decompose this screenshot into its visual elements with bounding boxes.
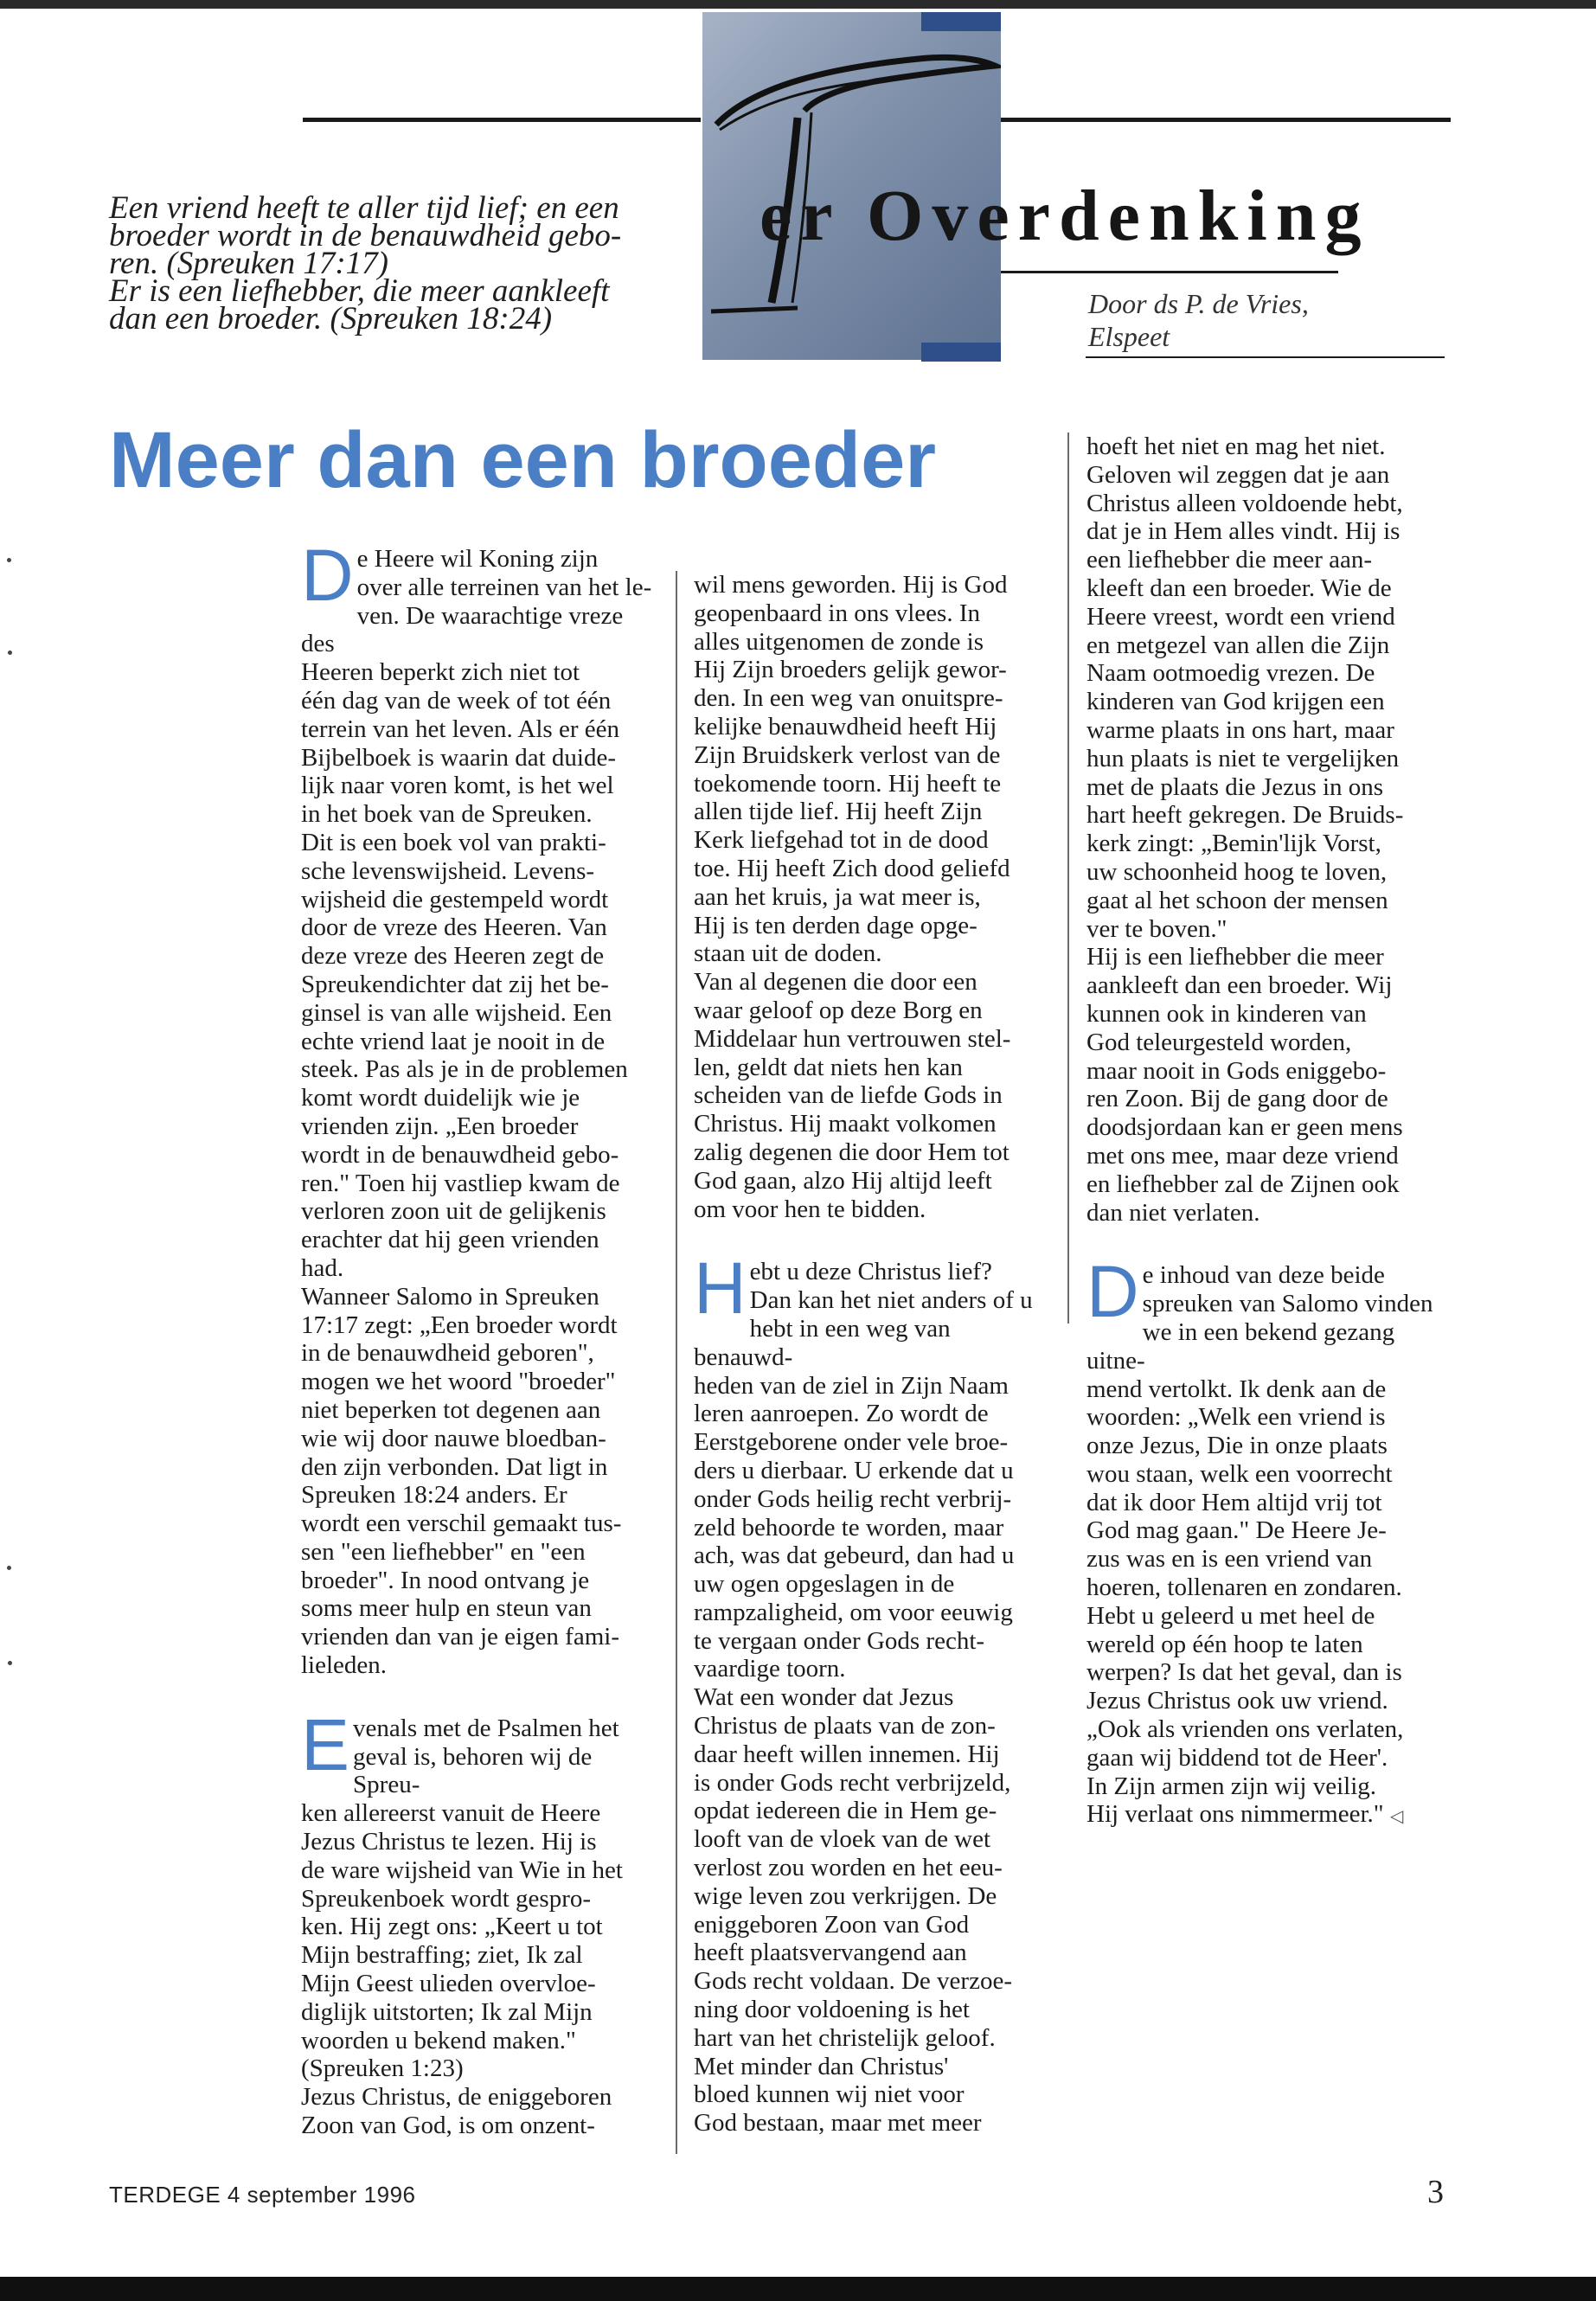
text-line: kleeft dan een broeder. Wie de: [1086, 574, 1392, 602]
text-line: heeft plaatsvervangend aan: [694, 1939, 967, 1967]
text-line: Jezus Christus, de eniggeboren: [301, 2083, 612, 2112]
text-line: Hij is ten derden dage opge-: [694, 911, 977, 939]
text-line: hun plaats is niet te vergelijken: [1086, 744, 1400, 772]
column-divider: [676, 571, 677, 2154]
text-line: door de vreze des Heeren. Van: [301, 913, 607, 942]
page-top-edge: [0, 0, 1596, 9]
text-line: vrienden dan van je eigen fami-: [301, 1623, 619, 1651]
text-line: Kerk liefgehad tot in de dood: [694, 826, 989, 855]
text-line: niet beperken tot degenen aan: [301, 1395, 601, 1424]
text-line: wordt een verschil gemaakt tus-: [301, 1509, 622, 1538]
text-line: ach, was dat gebeurd, dan had u: [694, 1541, 1015, 1570]
text-line: deze vreze des Heeren zegt de: [301, 942, 605, 971]
text-line: dan niet verlaten.: [1086, 1198, 1260, 1227]
text-line: een liefhebber die meer aan-: [1086, 546, 1373, 574]
epigraph: [109, 190, 663, 336]
text-line: lieleden.: [301, 1651, 388, 1680]
text-line: ven. De waarachtige vreze des: [301, 601, 624, 658]
text-line: kerk zingt: „Bemin'lijk Vorst,: [1086, 830, 1381, 858]
text-line: aan het kruis, ja wat meer is,: [694, 882, 981, 911]
text-line: echte vriend laat je nooit in de: [301, 1027, 606, 1055]
section-title: er Overdenking: [760, 176, 1370, 256]
text-line: bloed kunnen wij niet voor: [694, 2080, 965, 2109]
text-line: woorden: „Welk een vriend is: [1086, 1403, 1386, 1432]
text-line: geval is, behoren wij de Spreu-: [353, 1742, 593, 1799]
text-line: toekomende toorn. Hij heeft te: [694, 769, 1002, 798]
text-line: erachter dat hij geen vrienden: [301, 1226, 599, 1254]
drop-cap: D: [301, 535, 354, 616]
text-line: gaat al het schoon der mensen: [1086, 886, 1388, 914]
text-line: Bijbelboek is waarin dat duide-: [301, 743, 617, 772]
text-line: Met minder dan Christus': [694, 2052, 949, 2080]
text-line: wil mens geworden. Hij is God: [694, 571, 1008, 599]
drop-cap: E: [301, 1703, 350, 1785]
text-line: e Heere wil Koning zijn: [356, 545, 599, 573]
text-line: doodsjordaan kan er geen mens: [1086, 1113, 1403, 1142]
text-line: Hij Zijn broeders gelijk gewor-: [694, 656, 1007, 684]
text-line: looft van de vloek van de wet: [694, 1825, 991, 1854]
text-line: hart van het christelijk geloof.: [694, 2023, 996, 2052]
text-line: Wanneer Salomo in Spreuken: [301, 1282, 599, 1311]
paragraph: [301, 535, 656, 1283]
text-line: sche levenswijsheid. Levens-: [301, 856, 595, 885]
text-line: allen tijde lief. Hij heeft Zijn: [694, 798, 983, 826]
epigraph-line: dan een broeder. (Spreuken 18:24): [109, 301, 553, 336]
text-line: wereld op één hoop te laten: [1086, 1630, 1363, 1658]
text-line: Hij verlaat ons nimmermeer.": [1086, 1800, 1384, 1829]
text-line: steek. Pas als je in de problemen: [301, 1055, 628, 1084]
text-line: hebt in een weg van benauwd-: [694, 1314, 951, 1371]
text-line: is onder Gods recht verbrijzeld,: [694, 1768, 1011, 1797]
text-line: Jezus Christus ook uw vriend.: [1086, 1687, 1388, 1715]
text-line: aankleeft dan een broeder. Wij: [1086, 971, 1393, 1000]
text-line: ken. Hij zegt ons: „Keert u tot: [301, 1913, 603, 1941]
header-box-accent-top: [921, 12, 1001, 31]
paragraph: [1086, 943, 1441, 1227]
text-line: Mijn bestraffing; ziet, Ik zal: [301, 1941, 583, 1970]
article-column-1: [301, 535, 656, 2140]
header-rule-left: [303, 118, 701, 122]
text-line: diglijk uitstorten; Ik zal Mijn: [301, 1997, 593, 2026]
text-line: den. In een weg van onuitspre-: [694, 684, 1003, 713]
text-line: (Spreuken 1:23): [301, 2054, 464, 2083]
text-line: en metgezel van allen die Zijn: [1086, 631, 1390, 659]
drop-cap: D: [1086, 1251, 1139, 1333]
text-line: Christus de plaats van de zon-: [694, 1712, 996, 1740]
text-line: met de plaats die Jezus in ons: [1086, 772, 1384, 801]
text-line: leren aanroepen. Zo wordt de: [694, 1400, 989, 1428]
text-line: Dit is een boek vol van prakti-: [301, 828, 606, 856]
text-line: dat je in Hem alles vindt. Hij is: [1086, 517, 1401, 546]
text-line: waar geloof op deze Borg en: [694, 996, 983, 1024]
text-line: de ware wijsheid van Wie in het: [301, 1856, 623, 1884]
paragraph: [1086, 1251, 1441, 1831]
text-line: kelijke benauwdheid heeft Hij: [694, 712, 997, 740]
header-rule-right: [1001, 118, 1451, 122]
text-line: zus was en is een vriend van: [1086, 1545, 1373, 1574]
text-line: uw ogen opgeslagen in de: [694, 1570, 955, 1599]
text-line: ebt u deze Christus lief?: [749, 1258, 992, 1286]
text-line: om voor hen te bidden.: [694, 1195, 926, 1223]
text-line: daar heeft willen innemen. Hij: [694, 1740, 1000, 1768]
section-title-underline: [1001, 271, 1338, 273]
text-line: alles uitgenomen de zonde is: [694, 627, 984, 656]
text-line: we in een bekend gezang uitne-: [1086, 1317, 1395, 1375]
text-line: werpen? Is dat het geval, dan is: [1086, 1658, 1402, 1687]
text-line: mogen we het woord "broeder": [301, 1368, 616, 1396]
column-divider: [1067, 433, 1069, 1324]
text-line: Christus. Hij maakt volkomen: [694, 1110, 997, 1138]
text-line: Heeren beperkt zich niet tot: [301, 658, 580, 687]
text-line: Spreukenboek wordt gespro-: [301, 1884, 592, 1913]
text-line: God teleurgesteld worden,: [1086, 1028, 1352, 1056]
text-line: hoeren, tollenaren en zondaren.: [1086, 1574, 1402, 1602]
text-line: woorden u bekend maken.": [301, 2026, 576, 2054]
text-line: over alle terreinen van het le-: [356, 573, 652, 601]
paragraph: [301, 2083, 656, 2140]
text-line: vrienden zijn. „Een broeder: [301, 1112, 579, 1140]
text-line: Hij is een liefhebber die meer: [1086, 943, 1384, 971]
paragraph: [301, 1703, 656, 2083]
text-line: God bestaan, maar met meer: [694, 2109, 982, 2138]
text-line: rampzaligheid, om voor eeuwig: [694, 1598, 1013, 1626]
text-line: ders u dierbaar. U erkende dat u: [694, 1456, 1014, 1484]
text-line: Van al degenen die door een: [694, 968, 977, 997]
epigraph-line: Er is een liefhebber, die meer aankleeft: [109, 273, 610, 309]
text-line: en liefhebber zal de Zijnen ook: [1086, 1170, 1400, 1198]
text-line: verlost zou worden en het eeu-: [694, 1854, 1003, 1882]
text-line: Spreuken 18:24 anders. Er: [301, 1481, 567, 1509]
epigraph-line: broeder wordt in de benauwdheid gebo-: [109, 218, 622, 253]
paragraph: [1086, 433, 1441, 943]
end-of-article-icon: ◁: [1389, 1807, 1404, 1827]
text-line: ren Zoon. Bij de gang door de: [1086, 1085, 1388, 1113]
text-line: dat ik door Hem altijd vrij tot: [1086, 1488, 1382, 1516]
text-line: had.: [301, 1253, 344, 1282]
text-line: God gaan, alzo Hij altijd leeft: [694, 1166, 992, 1195]
text-line: Wat een wonder dat Jezus: [694, 1683, 954, 1712]
text-line: Eerstgeborene onder vele broe-: [694, 1428, 1009, 1457]
text-line: Heere vreest, wordt een vriend: [1086, 602, 1395, 631]
text-line: scheiden van de liefde Gods in: [694, 1081, 1003, 1110]
text-line: verloren zoon uit de gelijkenis: [301, 1197, 606, 1226]
text-line: in de benauwdheid geboren",: [301, 1339, 594, 1368]
text-line: te vergaan onder Gods recht-: [694, 1626, 985, 1655]
paragraph: [694, 571, 1048, 968]
text-line: Jezus Christus te lezen. Hij is: [301, 1828, 597, 1856]
text-line: Spreukendichter dat zij het be-: [301, 970, 609, 998]
page-number: 3: [1427, 2174, 1444, 2210]
text-line: eniggeboren Zoon van God: [694, 1910, 970, 1939]
text-line: wou staan, welk een voorrecht: [1086, 1459, 1393, 1488]
text-line: spreuken van Salomo vinden: [1142, 1290, 1433, 1318]
text-line: Christus alleen voldoende hebt,: [1086, 489, 1403, 517]
text-line: onder Gods heilig recht verbrij-: [694, 1484, 1012, 1513]
text-line: ren." Toen hij vastliep kwam de: [301, 1169, 620, 1197]
byline-place: Elspeet: [1088, 321, 1170, 352]
paragraph: [301, 1283, 656, 1680]
text-line: den zijn verbonden. Dat ligt in: [301, 1452, 608, 1481]
text-line: soms meer hulp en steun van: [301, 1594, 592, 1623]
text-line: vaardige toorn.: [694, 1655, 846, 1683]
scan-speck: [7, 558, 11, 562]
article-title: Meer dan een broeder: [109, 416, 937, 504]
header-box-accent-bottom: [921, 343, 1001, 362]
text-line: kunnen ook in kinderen van: [1086, 999, 1367, 1028]
text-line: Zijn Bruidskerk verlost van de: [694, 740, 1001, 769]
text-line: één dag van de week of tot één: [301, 686, 612, 715]
text-line: heden van de ziel in Zijn Naam: [694, 1371, 1009, 1400]
text-line: warme plaats in ons hart, maar: [1086, 715, 1394, 744]
text-line: broeder". In nood ontvang je: [301, 1566, 590, 1594]
text-line: wige leven zou verkrijgen. De: [694, 1881, 997, 1910]
text-line: Geloven wil zeggen dat je aan: [1086, 460, 1390, 489]
text-line: in het boek van de Spreuken.: [301, 800, 593, 829]
text-line: staan uit de doden.: [694, 939, 882, 968]
epigraph-line: Een vriend heeft te aller tijd lief; en een: [109, 190, 619, 226]
text-line: ken allereerst vanuit de Heere: [301, 1799, 601, 1828]
text-line: mend vertolkt. Ik denk aan de: [1086, 1375, 1387, 1403]
text-line: wijsheid die gestempeld wordt: [301, 885, 609, 913]
text-line: met ons mee, maar deze vriend: [1086, 1141, 1399, 1170]
text-line: uw schoonheid hoog te loven,: [1086, 857, 1388, 886]
text-line: venals met de Psalmen het: [353, 1714, 619, 1742]
text-line: sen "een liefhebber" en "een: [301, 1537, 586, 1566]
text-line: „Ook als vrienden ons verlaten,: [1086, 1715, 1404, 1744]
article-column-2: [694, 571, 1048, 2138]
text-line: zeld behoorde te worden, maar: [694, 1513, 1004, 1541]
text-line: God mag gaan." De Heere Je-: [1086, 1516, 1387, 1545]
text-line: ginsel is van alle wijsheid. Een: [301, 998, 612, 1027]
text-line: geopenbaard in ons vlees. In: [694, 599, 980, 627]
article-column-3: [1086, 433, 1441, 1831]
byline: [1088, 287, 1309, 353]
text-line: Gods recht voldaan. De verzoe-: [694, 1967, 1012, 1996]
text-line: 17:17 zegt: „Een broeder wordt: [301, 1311, 618, 1339]
text-line: len, geldt dat niets hen kan: [694, 1053, 963, 1081]
text-line: ning door voldoening is het: [694, 1996, 970, 2024]
drop-cap: H: [694, 1247, 747, 1330]
paragraph: [694, 1683, 1048, 2138]
text-line: toe. Hij heeft Zich dood geliefd: [694, 854, 1010, 882]
text-line: wordt in de benauwdheid gebo-: [301, 1140, 619, 1169]
text-line: lijk naar voren komt, is het wel: [301, 772, 614, 800]
footer-publication: TERDEGE 4 september 1996: [109, 2182, 416, 2208]
text-line: Hebt u geleerd u met heel de: [1086, 1601, 1375, 1630]
text-line: ver te boven.": [1086, 914, 1227, 943]
scan-speck: [7, 1566, 11, 1570]
text-line: Zoon van God, is om onzent-: [301, 2112, 595, 2140]
text-line: Dan kan het niet anders of u: [749, 1286, 1033, 1315]
text-line: onze Jezus, Die in onze plaats: [1086, 1432, 1388, 1460]
text-line: Naam ootmoedig vrezen. De: [1086, 659, 1375, 688]
text-line: kinderen van God krijgen een: [1086, 688, 1385, 716]
text-line: hoeft het niet en mag het niet.: [1086, 433, 1386, 460]
paragraph: [694, 968, 1048, 1223]
scan-speck: [8, 651, 12, 655]
text-line: hart heeft gekregen. De Bruids-: [1086, 801, 1404, 830]
text-line: opdat iedereen die in Hem ge-: [694, 1797, 997, 1825]
text-line: terrein van het leven. Als er één: [301, 715, 619, 743]
text-line: Mijn Geest ulieden overvloe-: [301, 1970, 596, 1998]
text-line: In Zijn armen zijn wij veilig.: [1086, 1772, 1377, 1800]
paragraph: [694, 1247, 1048, 1683]
epigraph-line: ren. (Spreuken 17:17): [109, 246, 388, 281]
page-bottom-edge: [0, 2277, 1596, 2301]
text-line: zalig degenen die door Hem tot: [694, 1138, 1010, 1166]
byline-author: Door ds P. de Vries,: [1088, 288, 1309, 319]
text-line: gaan wij biddend tot de Heer'.: [1086, 1743, 1388, 1772]
text-line: e inhoud van deze beide: [1142, 1261, 1385, 1290]
byline-rule: [1086, 356, 1445, 358]
text-line: maar nooit in Gods eniggebo-: [1086, 1056, 1387, 1085]
text-line: komt wordt duidelijk wie je: [301, 1084, 580, 1112]
text-line: wie wij door nauwe bloedban-: [301, 1424, 606, 1452]
text-line: Middelaar hun vertrouwen stel-: [694, 1024, 1011, 1053]
scan-speck: [8, 1661, 12, 1665]
